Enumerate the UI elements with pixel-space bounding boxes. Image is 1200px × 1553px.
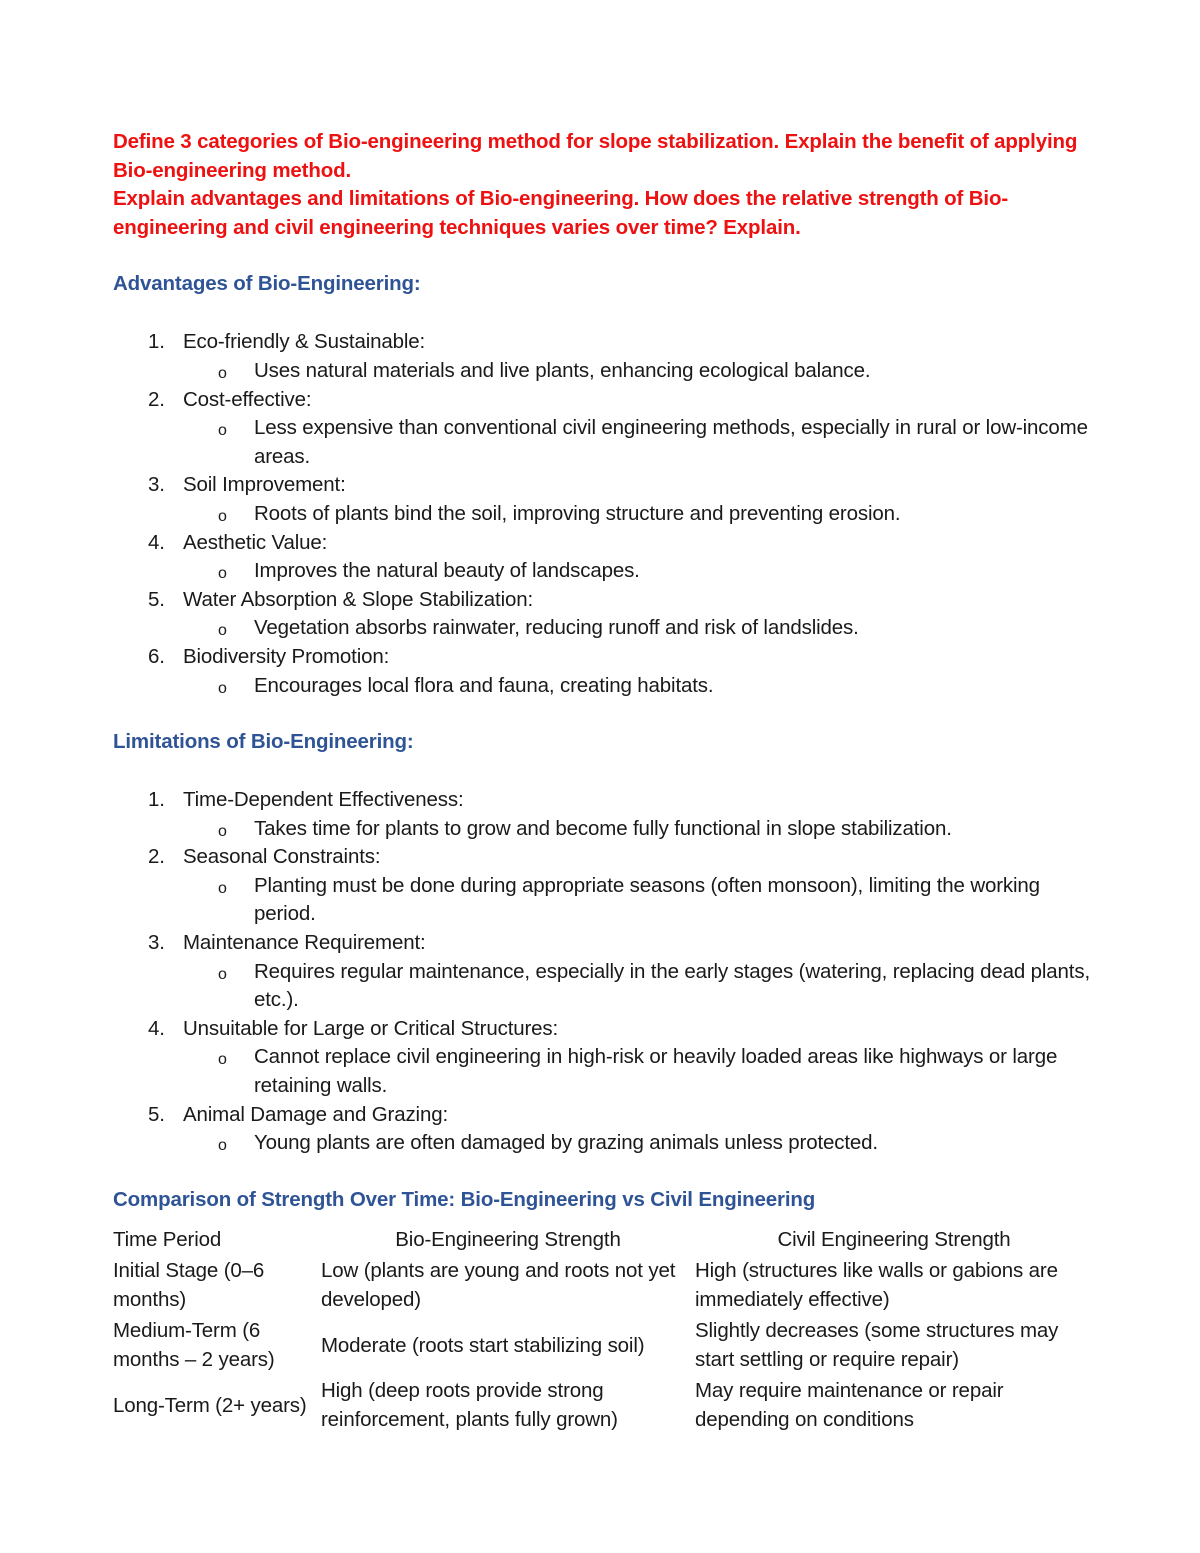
bullet-icon: o [218,965,227,983]
list-item [113,529,1093,558]
list-item [113,1101,1093,1130]
sub-list-item [113,500,1093,529]
list-item-detail: Uses natural materials and live plants, enhancing ecological balance. [254,358,871,382]
sub-list-item [113,815,1093,844]
table-cell: Low (plants are young and roots not yet developed) [321,1259,676,1311]
bullet-icon: o [218,364,227,382]
table-cell: Slightly decreases (some structures may start settling or require repair) [695,1319,1059,1371]
list-item-detail: Improves the natural beauty of landscapes. [254,559,640,583]
limitations-heading: Limitations of Bio-Engineering: [113,730,414,754]
list-item-title: Cost-effective: [183,387,312,411]
limitations-list [113,786,1093,1158]
comparison-table [113,1224,1093,1436]
list-item-detail: Vegetation absorbs rainwater, reducing runoff and risk of landslides. [254,616,859,640]
list-item-title: Biodiversity Promotion: [183,644,390,668]
header-cell: Civil Engineering Strength [777,1227,1011,1251]
list-item-title: Aesthetic Value: [183,530,328,554]
bullet-icon: o [218,679,227,697]
list-item [113,328,1093,357]
list-item-title: Time-Dependent Effectiveness: [183,788,464,812]
list-number: 4. [148,1016,165,1040]
list-item-detail: Less expensive than conventional civil engineering methods, especially in rural or low-income areas. [254,416,1088,468]
list-number: 2. [148,845,165,869]
sub-list-item [113,614,1093,643]
bullet-icon: o [218,879,227,897]
list-item [113,1015,1093,1044]
bullet-icon: o [218,1137,227,1155]
document-page [113,128,1093,1436]
table-cell: High (structures like walls or gabions are immediately effective) [695,1259,1058,1311]
question-block [113,128,1093,242]
sub-list-item [113,672,1093,701]
list-item-detail: Takes time for plants to grow and become fully functional in slope stabilization. [254,816,952,840]
header-cell: Time Period [113,1227,222,1251]
list-number: 1. [148,788,165,812]
table-cell: Moderate (roots start stabilizing soil) [321,1333,645,1357]
bullet-icon: o [218,822,227,840]
sub-list-item [113,1129,1093,1158]
list-item [113,386,1093,415]
list-item-title: Animal Damage and Grazing: [183,1102,449,1126]
list-item [113,586,1093,615]
list-item [113,786,1093,815]
list-item-title: Soil Improvement: [183,473,346,497]
sub-list-item [113,1043,1093,1100]
advantages-heading: Advantages of Bio-Engineering: [113,272,421,296]
list-item-title: Seasonal Constraints: [183,845,381,869]
table-row [113,1316,1093,1376]
list-number: 1. [148,330,165,354]
list-number: 2. [148,387,165,411]
table-cell: Long-Term (2+ years) [113,1393,307,1417]
list-number: 3. [148,931,165,955]
list-item-title: Eco-friendly & Sustainable: [183,330,426,354]
list-number: 6. [148,644,165,668]
table-cell: May require maintenance or repair depending on conditions [695,1379,1004,1431]
sub-list-item [113,557,1093,586]
list-item-detail: Cannot replace civil engineering in high-risk or heavily loaded areas like highways or large retaining walls. [254,1045,1058,1098]
list-item [113,843,1093,872]
list-item-detail: Planting must be done during appropriate seasons (often monsoon), limiting the working period. [254,873,1040,926]
bullet-icon: o [218,422,227,440]
table-row [113,1376,1093,1436]
bullet-icon: o [218,622,227,640]
list-number: 3. [148,473,165,497]
bullet-icon: o [218,1051,227,1069]
list-item [113,471,1093,500]
question-line-2: Explain advantages and limitations of Bio-engineering. How does the relative strength of Bio-engineering and civil engineering techniques varies over time? Explain. [113,187,1009,239]
list-item [113,929,1093,958]
list-item-title: Water Absorption & Slope Stabilization: [183,587,534,611]
table-header-row [113,1224,1093,1256]
advantages-list [113,328,1093,700]
list-item-detail: Young plants are often damaged by grazing animals unless protected. [254,1131,878,1155]
table-cell: Initial Stage (0–6 months) [113,1259,265,1311]
header-cell: Bio-Engineering Strength [395,1227,621,1251]
list-item-title: Unsuitable for Large or Critical Structures: [183,1016,559,1040]
list-item-title: Maintenance Requirement: [183,931,426,955]
question-line-1: Define 3 categories of Bio-engineering method for slope stabilization. Explain the benefit of applying Bio-engineering method. [113,130,1078,182]
bullet-icon: o [218,507,227,525]
list-number: 4. [148,530,165,554]
comparison-heading: Comparison of Strength Over Time: Bio-Engineering vs Civil Engineering [113,1187,816,1211]
sub-list-item [113,958,1093,1015]
bullet-icon: o [218,565,227,583]
sub-list-item [113,357,1093,386]
list-item [113,643,1093,672]
list-number: 5. [148,1102,165,1126]
table-cell: Medium-Term (6 months – 2 years) [113,1319,275,1371]
list-number: 5. [148,587,165,611]
sub-list-item [113,872,1093,929]
list-item-detail: Roots of plants bind the soil, improving structure and preventing erosion. [254,501,901,525]
list-item-detail: Encourages local flora and fauna, creating habitats. [254,673,714,697]
table-cell: High (deep roots provide strong reinforcement, plants fully grown) [321,1379,618,1431]
table-row [113,1256,1093,1316]
list-item-detail: Requires regular maintenance, especially in the early stages (watering, replacing dead plants, etc.). [254,959,1090,1012]
sub-list-item [113,414,1093,471]
